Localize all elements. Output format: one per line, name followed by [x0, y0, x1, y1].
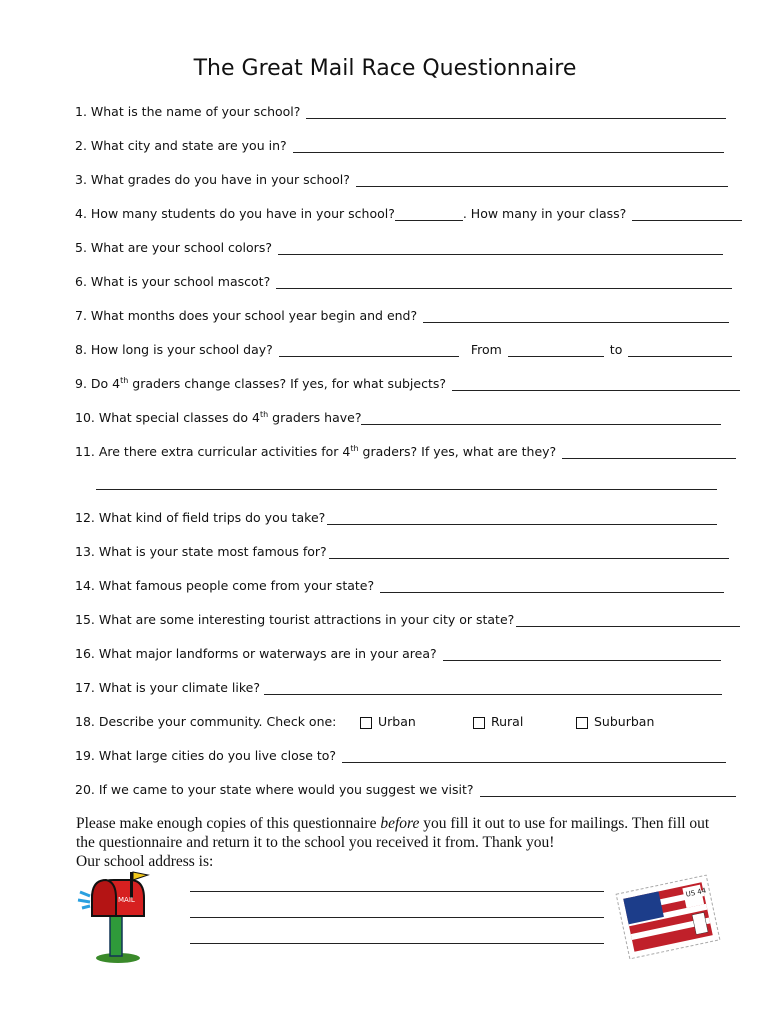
address-label: Our school address is:: [76, 853, 214, 870]
question-18: [75, 714, 336, 729]
answer-line-11-extra[interactable]: [96, 488, 717, 490]
answer-line-2[interactable]: [293, 151, 724, 153]
question-3: [75, 172, 728, 187]
question-12-label: 12. What kind of field trips do you take?: [75, 510, 326, 525]
question-19-label: 19. What large cities do you live close to?: [75, 748, 337, 763]
option-urban[interactable]: [360, 714, 416, 729]
mailbox-icon: [70, 868, 160, 968]
question-4-label-b: . How many in your class?: [462, 206, 627, 221]
answer-line-11[interactable]: [562, 457, 736, 459]
answer-line-8-to[interactable]: [628, 355, 732, 357]
answer-line-6[interactable]: [276, 287, 732, 289]
question-9: [75, 376, 740, 391]
svg-text:MAIL: MAIL: [118, 896, 135, 904]
question-4: [75, 206, 742, 221]
answer-line-1[interactable]: [306, 117, 726, 119]
question-5: [75, 240, 723, 255]
address-line-2[interactable]: [190, 916, 604, 918]
rural-label: Rural: [491, 714, 524, 729]
stamp-text: US 44: [684, 886, 707, 899]
question-5-label: 5. What are your school colors?: [75, 240, 272, 255]
question-16: [75, 646, 721, 661]
question-4-label: 4. How many students do you have in your school?: [75, 206, 395, 221]
question-8-from: From: [470, 342, 502, 357]
question-18-label: 18. Describe your community. Check one:: [75, 714, 337, 729]
question-6: [75, 274, 732, 289]
address-line-1[interactable]: [190, 890, 604, 892]
option-rural[interactable]: [473, 714, 523, 729]
answer-line-12[interactable]: [327, 523, 717, 525]
question-11: [75, 444, 736, 459]
question-14-label: 14. What famous people come from your state?: [75, 578, 375, 593]
answer-line-4b[interactable]: [632, 219, 742, 221]
answer-line-8-from[interactable]: [508, 355, 604, 357]
question-17-label: 17. What is your climate like?: [75, 680, 260, 695]
question-17: [75, 680, 722, 695]
footer-instructions: Please make enough copies of this questionnaire before you fill it out to use for mailings. Then fill out the questionnaire and return it to the school you received it from. Thank you! Our school address is:: [76, 815, 710, 870]
urban-checkbox[interactable]: [360, 717, 372, 729]
option-suburban[interactable]: [576, 714, 654, 729]
question-13-label: 13. What is your state most famous for?: [75, 544, 327, 559]
question-20-label: 20. If we came to your state where would you suggest we visit?: [75, 782, 474, 797]
answer-line-15[interactable]: [516, 625, 740, 627]
question-10-label: 10. What special classes do 4th graders have?: [75, 410, 362, 426]
question-8: [75, 342, 732, 357]
urban-label: Urban: [378, 714, 416, 729]
question-9-label: 9. Do 4th graders change classes? If yes, for what subjects?: [75, 376, 447, 392]
suburban-label: Suburban: [594, 714, 655, 729]
answer-line-19[interactable]: [342, 761, 726, 763]
question-7-label: 7. What months does your school year begin and end?: [75, 308, 418, 323]
question-1-label: 1. What is the name of your school?: [75, 104, 301, 119]
answer-line-8-length[interactable]: [279, 355, 459, 357]
question-10: [75, 410, 721, 425]
question-15: [75, 612, 740, 627]
page-title: The Great Mail Race Questionnaire: [193, 56, 577, 81]
answer-line-3[interactable]: [356, 185, 728, 187]
answer-line-9[interactable]: [452, 389, 740, 391]
question-14: [75, 578, 724, 593]
question-8-to: to: [609, 342, 623, 357]
question-19: [75, 748, 726, 763]
question-7: [75, 308, 729, 323]
question-11-label: 11. Are there extra curricular activities for 4th graders? If yes, what are they?: [75, 444, 557, 460]
answer-line-10[interactable]: [361, 423, 721, 425]
question-1: [75, 104, 726, 119]
question-16-label: 16. What major landforms or waterways are in your area?: [75, 646, 437, 661]
address-line-3[interactable]: [190, 942, 604, 944]
rural-checkbox[interactable]: [473, 717, 485, 729]
suburban-checkbox[interactable]: [576, 717, 588, 729]
question-3-label: 3. What grades do you have in your school?: [75, 172, 350, 187]
question-2: [75, 138, 724, 153]
answer-line-4a[interactable]: [395, 219, 463, 221]
answer-line-13[interactable]: [329, 557, 729, 559]
answer-line-7[interactable]: [423, 321, 729, 323]
answer-line-16[interactable]: [443, 659, 721, 661]
answer-line-20[interactable]: [480, 795, 736, 797]
question-6-label: 6. What is your school mascot?: [75, 274, 271, 289]
answer-line-17[interactable]: [264, 693, 722, 695]
question-20: [75, 782, 736, 797]
question-8-label: 8. How long is your school day?: [75, 342, 273, 357]
question-2-label: 2. What city and state are you in?: [75, 138, 287, 153]
flag-stamp-icon: [612, 872, 724, 962]
question-15-label: 15. What are some interesting tourist attractions in your city or state?: [75, 612, 515, 627]
question-13: [75, 544, 729, 559]
question-12: [75, 510, 717, 525]
answer-line-5[interactable]: [278, 253, 723, 255]
answer-line-14[interactable]: [380, 591, 724, 593]
